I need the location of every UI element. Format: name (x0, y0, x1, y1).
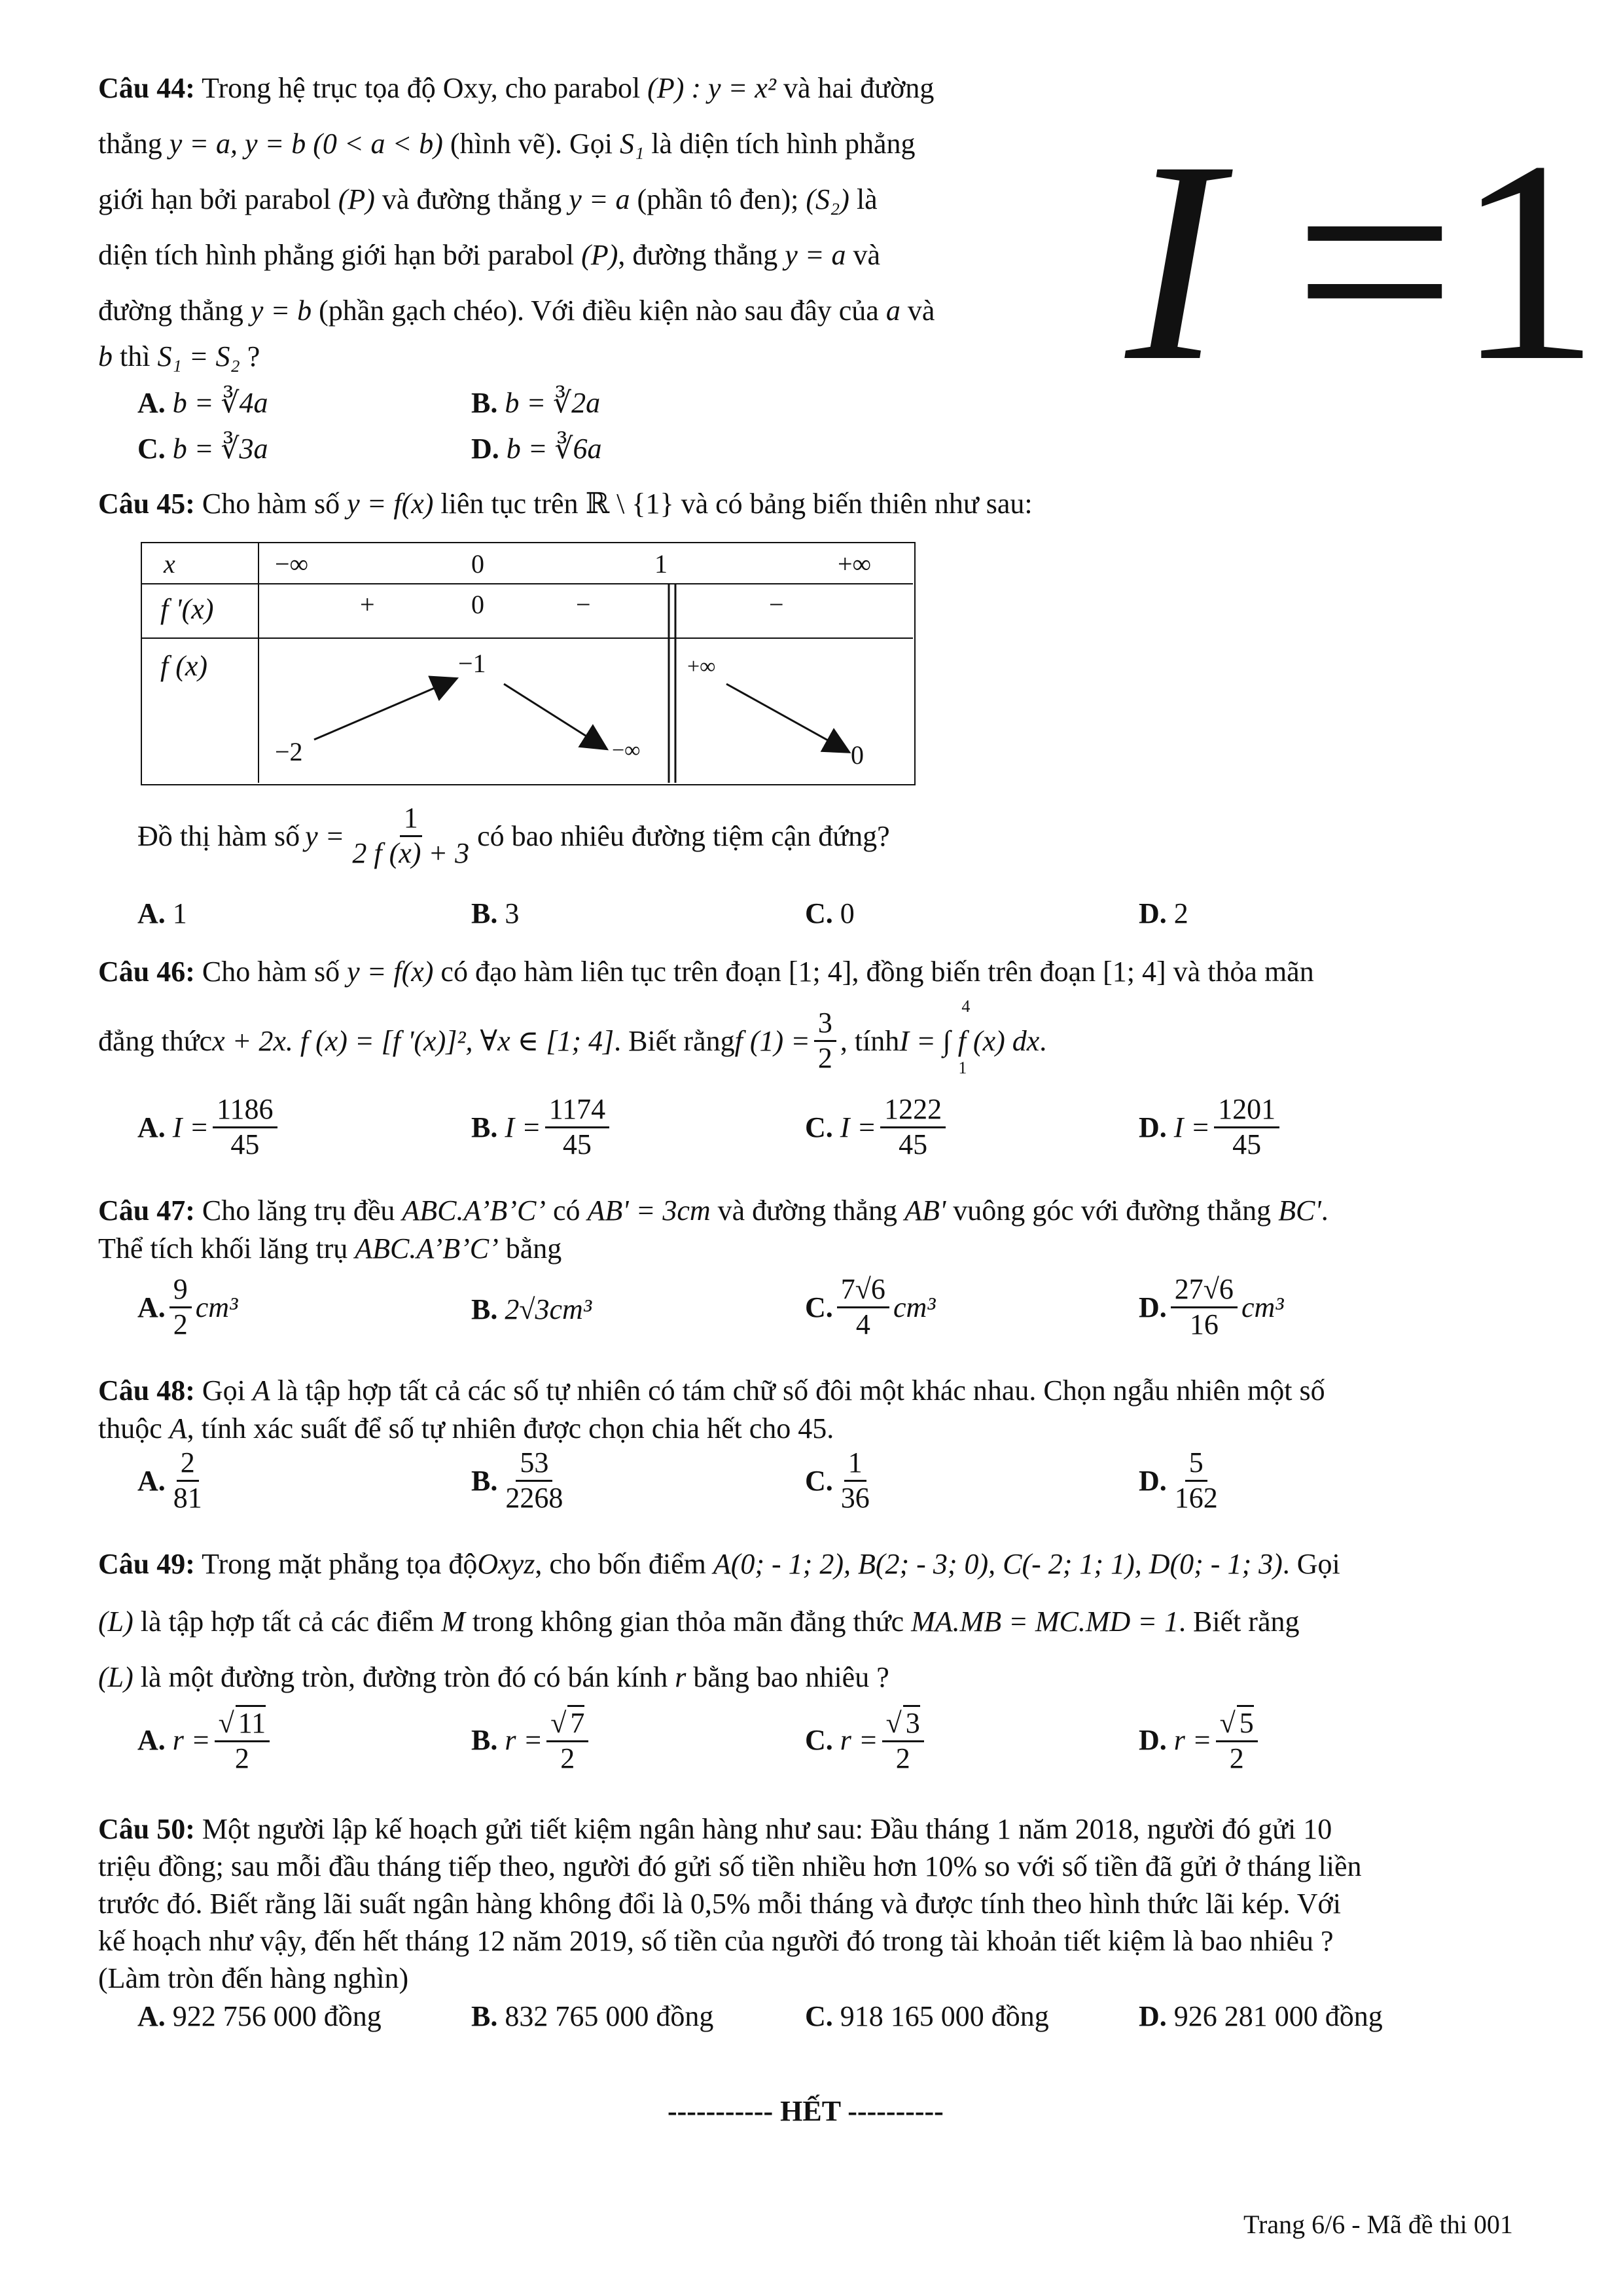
q45-question: Đồ thị hàm số y = $\frac{1}{2 f (x) + 3}$ có bao nhiêu đường tiệm cận đứng? (137, 802, 890, 869)
q47-option-b[interactable]: B. 2√3cm³ (471, 1293, 592, 1325)
table-x-neg-inf: −∞ (275, 549, 309, 579)
q50-label: Câu 50: (98, 1813, 195, 1845)
q50-line-5: (Làm tròn đến hàng nghìn) (98, 1962, 409, 1994)
q44-line-2: thẳng y = a, y = b (0 < a < b) (hình vẽ). Gọi S₁ là diện tích hình phẳng (98, 128, 916, 160)
q44-line-6: b thì S₁ = S₂ ? (98, 340, 260, 372)
end-mark: ----------- HẾT ---------- (668, 2095, 944, 2127)
q44-line-1: Câu 44: Trong hệ trục tọa độ Oxy, cho parabol (P) : y = x² và hai đường (98, 72, 935, 104)
table-x-pos-inf: +∞ (838, 549, 872, 579)
q44-option-b[interactable]: B. b = ∛2a (471, 387, 601, 419)
q50-option-c[interactable]: C. 918 165 000 đồng (805, 2000, 1049, 2032)
q44-line-4: diện tích hình phẳng giới hạn bởi parabol (P), đường thẳng y = a và (98, 239, 880, 271)
q49-option-d[interactable]: D. r = $\frac{√ 5}{2}$ (1139, 1705, 1262, 1775)
q48-label: Câu 48: (98, 1374, 195, 1407)
q48-option-d[interactable]: D. $\frac{5}{162}$ (1139, 1446, 1218, 1514)
table-x-1: 1 (654, 549, 668, 579)
q44-option-a[interactable]: A. b = ∛4a (137, 387, 268, 419)
integral-upper: 4 (961, 996, 971, 1016)
table-fp-header: f '(x) (160, 593, 214, 625)
q50-line-4: kế hoạch như vậy, đến hết tháng 12 năm 2019, số tiền của người đó trong tài khoản tiết kiệm là bao nhiêu ? (98, 1925, 1334, 1957)
table-f-header: f (x) (160, 650, 208, 682)
table-fp-minus-2: − (769, 590, 784, 619)
table-x-0: 0 (471, 549, 484, 579)
q49-option-a[interactable]: A. r = $\frac{√ 11}{2}$ (137, 1705, 274, 1775)
q50-option-a[interactable]: A. 922 756 000 đồng (137, 2000, 382, 2032)
q45-option-d[interactable]: D. 2 (1139, 897, 1188, 929)
q47-line-1: Câu 47: Cho lăng trụ đều ABC.A’B’C’ có AB' = 3cm và đường thẳng AB' vuông góc với đường thẳng BC'. (98, 1194, 1329, 1227)
q50-line-1: Câu 50: Một người lập kế hoạch gửi tiết kiệm ngân hàng như sau: Đầu tháng 1 năm 2018, người đó gửi 10 (98, 1813, 1332, 1845)
q47-line-2: Thể tích khối lăng trụ ABC.A’B’C’ bằng (98, 1232, 562, 1265)
integral-lower: 1 (958, 1058, 967, 1077)
q45-label: Câu 45: (98, 488, 195, 520)
q46-option-b[interactable]: B. I = $\frac{1174}{45}$ (471, 1093, 613, 1161)
q45-option-b[interactable]: B. 3 (471, 897, 520, 929)
table-f-pos-inf: +∞ (687, 655, 716, 679)
q44-option-c[interactable]: C. b = ∛3a (137, 433, 268, 465)
q44-label: Câu 44: (98, 72, 195, 104)
q44-option-d[interactable]: D. b = ∛6a (471, 433, 602, 465)
q49-label: Câu 49: (98, 1548, 195, 1580)
table-f-minus-1: −1 (458, 649, 486, 678)
q44-line-3: giới hạn bởi parabol (P) và đường thẳng y = a (phần tô đen); (S₂) là (98, 183, 878, 215)
q49-line-1: Câu 49: Trong mặt phẳng tọa độOxyz, cho bốn điểm A(0; - 1; 2), B(2; - 3; 0), C(- 2; 1; 1), D(0; - 1; 3). Gọi (98, 1548, 1340, 1580)
q48-option-a[interactable]: A. $\frac{2}{81}$ (137, 1446, 202, 1514)
q46-option-a[interactable]: A. I = $\frac{1186}{45}$ (137, 1093, 281, 1161)
variation-table (141, 542, 916, 785)
q48-option-b[interactable]: B. $\frac{53}{2268}$ (471, 1446, 563, 1514)
q45-option-a[interactable]: A. 1 (137, 897, 187, 929)
q46-option-c[interactable]: C. I = $\frac{1222}{45}$ (805, 1093, 950, 1161)
table-f-neg-inf: −∞ (612, 738, 641, 762)
q49-option-c[interactable]: C. r = $\frac{√ 3}{2}$ (805, 1705, 928, 1775)
q50-line-2: triệu đồng; sau mỗi đầu tháng tiếp theo, người đó gửi số tiền nhiều hơn 10% so với số tiền đã gửi ở tháng liền (98, 1850, 1362, 1882)
page-footer: Trang 6/6 - Mã đề thi 001 (1243, 2210, 1513, 2239)
q49-line-3: (L) là một đường tròn, đường tròn đó có bán kính r bằng bao nhiêu ? (98, 1661, 889, 1693)
q46-line-2: đẳng thức x + 2x. f (x) = [f '(x)]², ∀x ∈ [1; 4] . Biết rằng f (1) = $\frac{3}{2}$ , tính I = ∫ f (x) dx 4 1 . (98, 996, 1047, 1077)
table-fp-plus: + (360, 590, 375, 619)
q46-label: Câu 46: (98, 956, 195, 988)
q48-line-2: thuộc A, tính xác suất để số tự nhiên được chọn chia hết cho 45. (98, 1412, 834, 1444)
q47-option-a[interactable]: A. $\frac{9}{2}$ cm³ (137, 1273, 238, 1340)
table-fp-minus-1: − (576, 590, 591, 619)
q46-option-d[interactable]: D. I = $\frac{1201}{45}$ (1139, 1093, 1283, 1161)
q47-option-d[interactable]: D. $\frac{27√6}{16}$ cm³ (1139, 1273, 1284, 1340)
q45-line-1: Câu 45: Cho hàm số y = f(x) liên tục trên ℝ \ {1} và có bảng biến thiên như sau: (98, 488, 1033, 520)
q44-line-5: đường thẳng y = b (phần gạch chéo). Với điều kiện nào sau đây của a và (98, 295, 935, 327)
table-f-minus-2: −2 (275, 737, 303, 766)
q48-line-1: Câu 48: Gọi A là tập hợp tất cả các số tự nhiên có tám chữ số đôi một khác nhau. Chọn ngẫu nhiên một số (98, 1374, 1325, 1407)
table-x-header: x (164, 549, 175, 579)
q50-option-b[interactable]: B. 832 765 000 đồng (471, 2000, 714, 2032)
q47-option-c[interactable]: C. $\frac{7√6}{4}$ cm³ (805, 1273, 936, 1340)
q45-option-c[interactable]: C. 0 (805, 897, 855, 929)
q49-option-b[interactable]: B. r = $\frac{√ 7}{2}$ (471, 1705, 592, 1775)
q47-label: Câu 47: (98, 1194, 195, 1227)
q48-option-c[interactable]: C. $\frac{1}{36}$ (805, 1446, 870, 1514)
table-f-zero: 0 (851, 740, 864, 770)
big-i-equals-one: I =1 (1126, 102, 1600, 421)
q50-option-d[interactable]: D. 926 281 000 đồng (1139, 2000, 1383, 2032)
q46-line-1: Câu 46: Cho hàm số y = f(x) có đạo hàm liên tục trên đoạn [1; 4], đồng biến trên đoạn [1; 4] và thỏa mãn (98, 956, 1314, 988)
q50-line-3: trước đó. Biết rằng lãi suất ngân hàng không đổi là 0,5% mỗi tháng và được tính theo hình thức lãi kép. Với (98, 1888, 1341, 1920)
q49-line-2: (L) là tập hợp tất cả các điểm M trong không gian thỏa mãn đẳng thức MA.MB = MC.MD = 1. Biết rằng (98, 1605, 1300, 1638)
table-fp-zero: 0 (471, 590, 484, 619)
